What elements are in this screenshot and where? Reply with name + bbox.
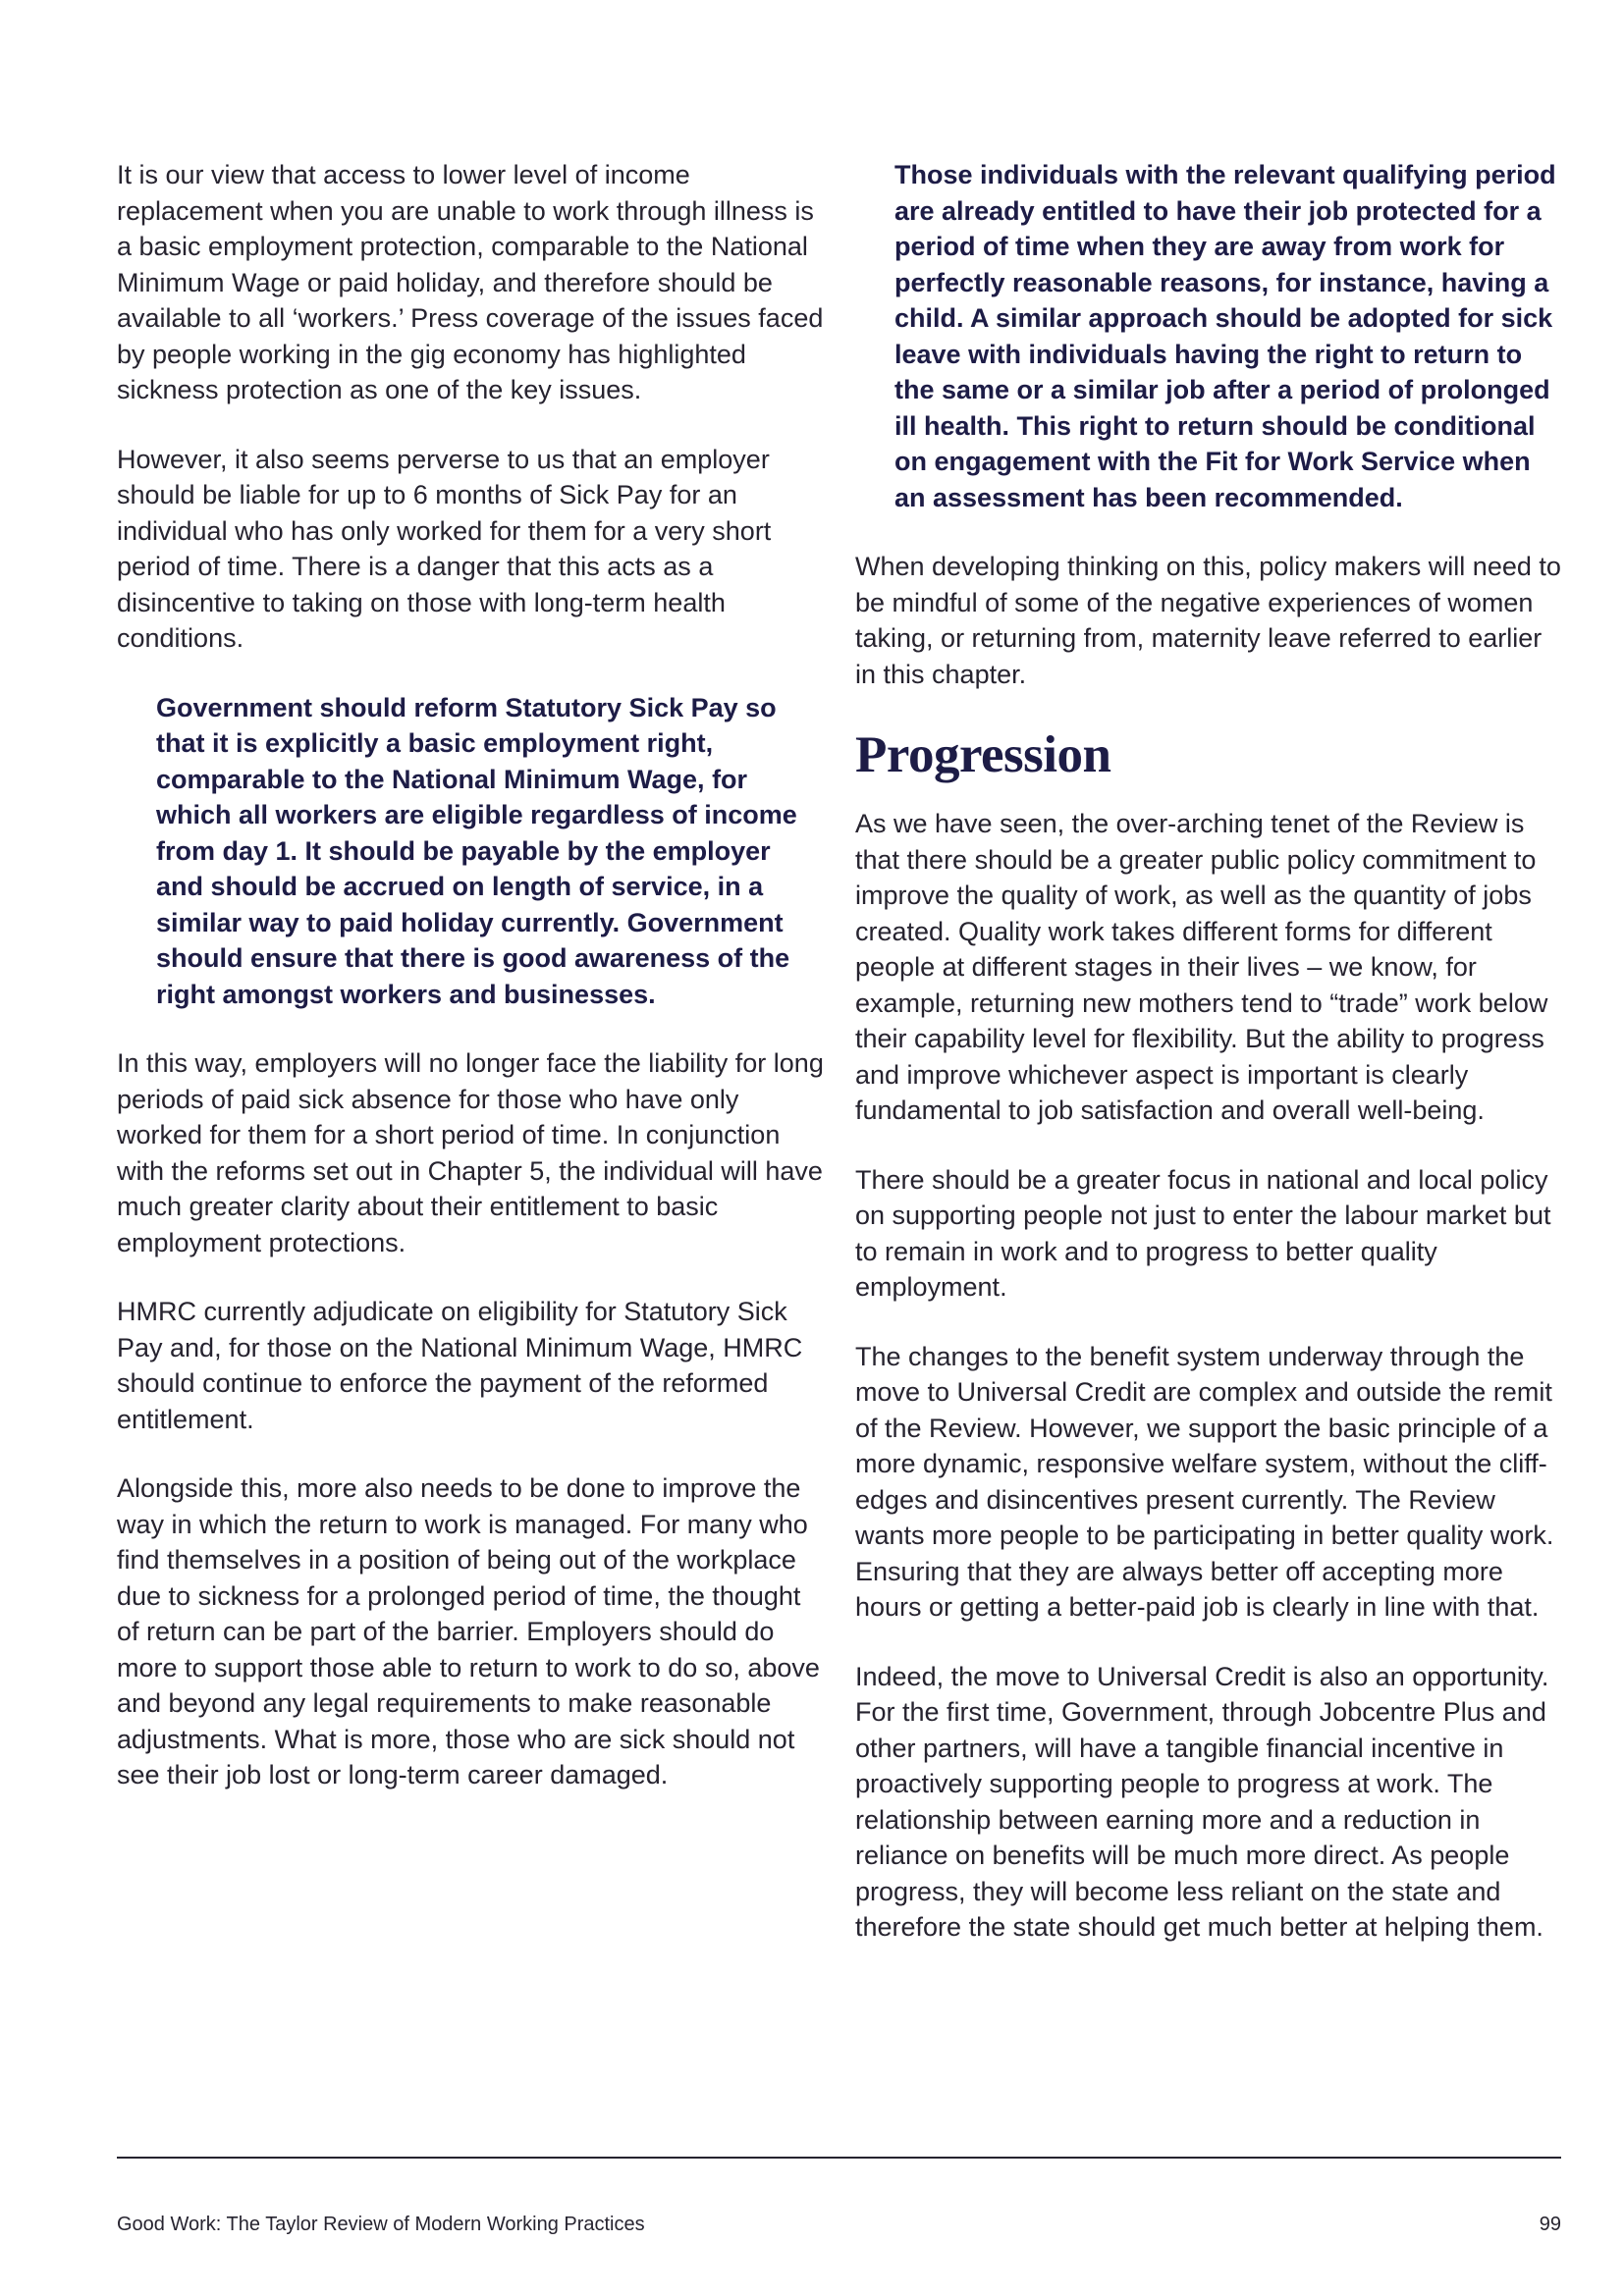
body-paragraph: In this way, employers will no longer face the liability for long periods of paid sick absence for those who have only worked for them for a short period of time. In conjunction with the reforms set out in Chapter 5, the individual will have much greater clarity about their entitlement to basic employment protections. (117, 1048, 824, 1257)
section-heading: Progression (855, 726, 1111, 783)
body-paragraph: Alongside this, more also needs to be done to improve the way in which the return to work is managed. For many who find themselves in a position of being out of the workplace due to sickness for a prolonged period of time, the thought of return can be part of the barrier. Employers should do more to support those able to return to work to do so, above and beyond any legal requirements to make reasonable adjustments. What is more, those who are sick should not see their job lost or long-term career damaged. (117, 1473, 820, 1789)
body-paragraph: When developing thinking on this, policy makers will need to be mindful of some of the negative experiences of women taking, or returning from, maternity leave referred to earlier in this chapter. (855, 552, 1561, 689)
page-number: 99 (1539, 2214, 1561, 2235)
body-paragraph: There should be a greater focus in national and local policy on supporting people not just to enter the labour market but to remain in work and to progress to better quality employment. (855, 1164, 1551, 1302)
body-paragraph: The changes to the benefit system underway through the move to Universal Credit are complex and outside the remit of the Review. However, we support the basic principle of a more dynamic, responsive welfare system, without the cliff-edges and disincentives present currently. The Review wants more people to be participating in better quality work. Ensuring that they are always better off accepting more hours or getting a better-paid job is clearly in line with that. (855, 1341, 1554, 1622)
body-paragraph: It is our view that access to lower level of income replacement when you are unable to work through illness is a basic employment protection, comparable to the National Minimum Wage or paid holiday, and therefore should be available to all ‘workers.’ Press coverage of the issues faced by people working in the gig economy has highlighted sickness protection as one of the key issues. (117, 160, 824, 404)
body-paragraph: However, it also seems perverse to us that an employer should be liable for up to 6 months of Sick Pay for an individual who has only worked for them for a very short period of time. There is a danger that this acts as a disincentive to taking on those with long-term health conditions. (117, 444, 772, 653)
footer-divider (117, 2157, 1561, 2159)
footer-title: Good Work: The Taylor Review of Modern Working Practices (117, 2214, 645, 2235)
recommendation-block: Government should reform Statutory Sick Pay so that it is explicitly a basic employment right, comparable to the National Minimum Wage, for which all workers are eligible regardless of income from day 1. It should be payable by the employer and should be accrued on length of service, in a similar way to paid holiday currently. Government should ensure that there is good awareness of the right amongst workers and businesses. (156, 692, 797, 1009)
left-column (117, 157, 824, 1827)
body-paragraph: Indeed, the move to Universal Credit is also an opportunity. For the first time, Government, through Jobcentre Plus and other partners, will have a tangible financial incentive in proactively supporting people to progress at work. The relationship between earning more and a reduction in reliance on benefits will be much more direct. As people progress, they will become less reliant on the state and therefore the state should get much better at helping them. (855, 1661, 1549, 1942)
body-paragraph: HMRC currently adjudicate on eligibility for Statutory Sick Pay and, for those on the National Minimum Wage, HMRC should continue to enforce the payment of the reformed entitlement. (117, 1297, 803, 1434)
recommendation-block: Those individuals with the relevant qualifying period are already entitled to have their job protected for a period of time when they are away from work for perfectly reasonable reasons, for instance, having a child. A similar approach should be adopted for sick leave with individuals having the right to return to the same or a similar job after a period of prolonged ill health. This right to return should be conditional on engagement with the Fit for Work Service when an assessment has been recommended. (894, 160, 1556, 512)
body-paragraph: As we have seen, the over-arching tenet of the Review is that there should be a greater public policy commitment to improve the quality of work, as well as the quantity of jobs created. Quality work takes different forms for different people at different stages in their lives – we know, for example, returning new mothers tend to “trade” work below their capability level for flexibility. But the ability to progress and improve whichever aspect is important is clearly fundamental to job satisfaction and overall well-being. (855, 809, 1548, 1125)
right-column (855, 157, 1562, 1979)
